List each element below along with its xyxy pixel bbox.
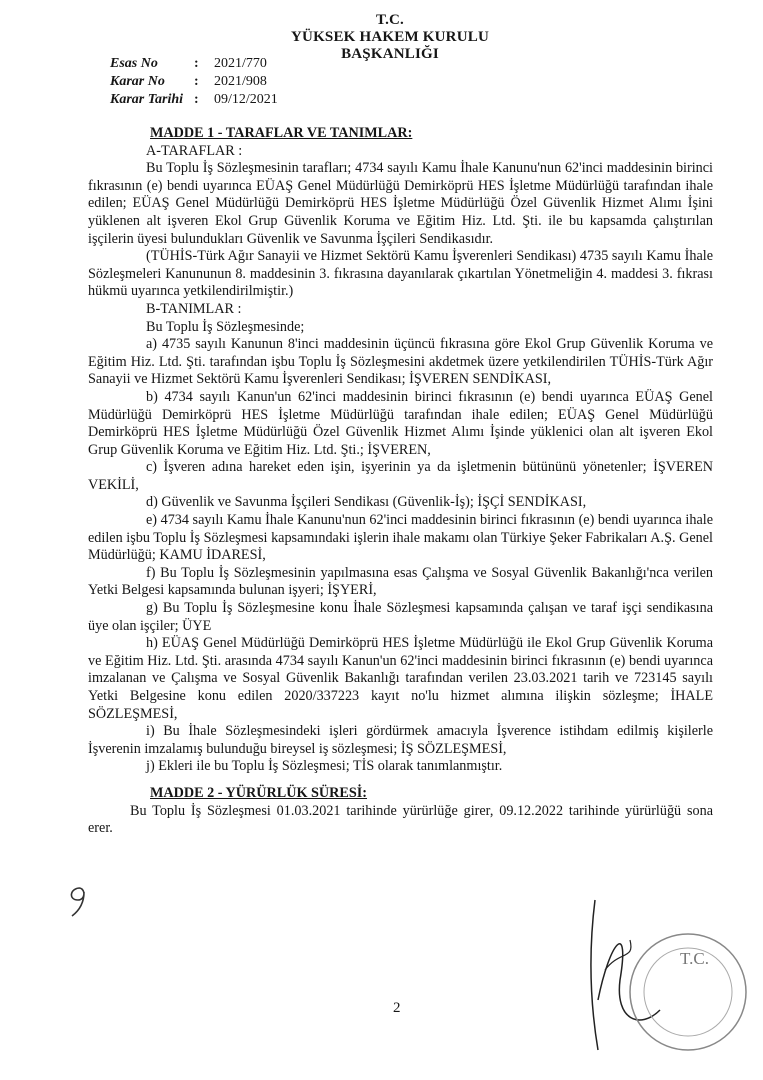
tarih-row (110, 91, 278, 109)
madde2-paragraph: Bu Toplu İş Sözleşmesi 01.03.2021 tarihinde yürürlüğe girer, 09.12.2022 tarihinde yürürlüğü sona erer. (88, 802, 713, 837)
header-line-tc: T.C. (375, 12, 405, 28)
definition-h: h) EÜAŞ Genel Müdürlüğü Demirköprü HES İşletme Müdürlüğü ile Ekol Grup Güvenlik Koruma ve Eğitim Hiz. Ltd. Şti. arasında 4734 sayılı Kanun'un 62'inci maddesinin birinci fıkrasının (e) bendi uyarınca imzalanan ve Çalışma ve Sosyal Güvenlik Bakanlığı tarafından verilen 23.03.2021 tarih ve 723145 sayılı Yetki Belgesine konu edilen 2020/337223 kayıt no'lu hizmet alımına ilişkin sözleşme; İHALE SÖZLEŞMESİ, (88, 635, 713, 722)
definition-j: j) Ekleri ile bu Toplu İş Sözleşmesi; TİS olarak tanımlanmıştır. (146, 758, 503, 775)
signature-stroke-1 (591, 900, 598, 1050)
definition-f: f) Bu Toplu İş Sözleşmesinin yapılmasına esas Çalışma ve Sosyal Güvenlik Bakanlığı'nca verilen Yetki Belgesi kapsamında bulunan işyeri; İŞYERİ, (88, 564, 713, 599)
definition-e: e) 4734 sayılı Kamu İhale Kanunu'nun 62'inci maddesinin birinci fıkrasının (e) bendi uyarınca ihale edilen işbu Toplu İş Sözleşmesi kapsamındaki işlerin ihale makamı olan Türkiye Şeker Fabrikaları A.Ş. Genel Müdürlüğü; KAMU İDARESİ, (88, 512, 713, 564)
header-line-court: YÜKSEK HAKEM KURULU (291, 29, 489, 45)
definition-i: i) Bu İhale Sözleşmesindeki işleri gördürmek amacıyla İşverence istihdam edilmiş kişilerle İşverenin imzalamış bulunduğu bireysel iş sözleşmesi; İŞ SÖZLEŞMESİ, (88, 723, 713, 757)
b-tanimlar-intro: Bu Toplu İş Sözleşmesinde; (146, 318, 305, 335)
case-meta (110, 55, 278, 109)
document-body (88, 125, 713, 838)
esas-row (110, 55, 278, 73)
definition-c: c) İşveren adına hareket eden işin, işyerinin ya da işletmenin bütününü yönetenler; İŞVEREN VEKİLİ, (88, 459, 713, 493)
official-stamp (560, 880, 750, 1070)
b-tanimlar-title: B-TANIMLAR : (146, 300, 242, 317)
signature-stroke-2 (598, 944, 660, 1020)
esas-label: Esas No (110, 56, 158, 71)
handwritten-mark (60, 880, 100, 920)
definition-a: a) 4735 sayılı Kanunun 8'inci maddesinin üçüncü fıkrasına göre Ekol Grup Güvenlik Koruma ve Eğitim Hiz. Ltd. Şti. tarafından işbu Toplu İş Sözleşmesini akdetmek üzere yetkilendirilen TÜHİS-Türk Ağır Sanayii ve Hizmet Sektörü Kamu İşverenleri Sendikası; İŞVEREN SENDİKASI, (88, 336, 713, 388)
madde1-title: MADDE 1 - TARAFLAR VE TANIMLAR: (150, 125, 413, 141)
definition-d: d) Güvenlik ve Savunma İşçileri Sendikası (Güvenlik-İş); İŞÇİ SENDİKASI, (146, 494, 587, 511)
karar-colon: : (194, 74, 199, 89)
madde2-title: MADDE 2 - YÜRÜRLÜK SÜRESİ: (150, 784, 368, 801)
karar-value: 2021/908 (214, 74, 267, 89)
tarih-label: Karar Tarihi (110, 92, 184, 107)
a-taraflar-title: A-TARAFLAR : (146, 142, 243, 159)
karar-label: Karar No (110, 74, 165, 89)
a-taraflar-paragraph-1: Bu Toplu İş Sözleşmesinin tarafları; 4734 sayılı Kamu İhale Kanunu'nun 62'inci maddesinin birinci fıkrasının (e) bendi uyarınca EÜAŞ Genel Müdürlüğü Demirköprü HES İşletme Müdürlüğü tarafından ihale edilen; EÜAŞ Genel Müdürlüğü Demirköprü HES İşletme Müdürlüğü Özel Güvenlik Hizmet Alımı İşini yüklenen alt işveren Ekol Grup Güvenlik Koruma ve Eğitim Hiz. Ltd. Şti. ile bu kapsamda çalıştırılan işçilerin üyesi bulundukları Güvenlik ve Savunma İşçileri Sendikasıdır. (88, 160, 713, 247)
definition-g: g) Bu Toplu İş Sözleşmesine konu İhale Sözleşmesi kapsamında çalışan ve taraf işçi sendikasına üye olan işçiler; ÜYE (88, 600, 713, 634)
stamp-text: T.C. (680, 949, 709, 968)
document-header (240, 12, 540, 63)
page-number: 2 (393, 1000, 401, 1016)
esas-value: 2021/770 (214, 56, 267, 71)
karar-row (110, 73, 278, 91)
header-line-presidency: BAŞKANLIĞI (341, 46, 439, 62)
a-taraflar-paragraph-2: (TÜHİS-Türk Ağır Sanayii ve Hizmet Sektörü Kamu İşverenleri Sendikası) 4735 sayılı Kamu İhale Sözleşmeleri Kanununun 8. maddesinin 3. fıkrasına dayanılarak çıkartılan Yönetmeliğin 4. maddesi 3. fıkrası hükmü uyarınca yetkilendirilmiştir.) (88, 248, 713, 300)
definition-b: b) 4734 sayılı Kanun'un 62'inci maddesinin birinci fıkrasının (e) bendi uyarınca EÜAŞ Genel Müdürlüğü Demirköprü HES İşletme Müdürlüğü tarafından ihale edilen; EÜAŞ Genel Müdürlüğü Demirköprü HES İşletme Müdürlüğü Özel Güvenlik Hizmet Alımı İşinde yüklenici olan alt işveren Ekol Grup Güvenlik Koruma ve Eğitim Hiz. Ltd. Şti.; İŞVEREN, (88, 388, 713, 458)
tarih-colon: : (194, 92, 199, 107)
tarih-value: 09/12/2021 (214, 92, 278, 107)
esas-colon: : (194, 56, 199, 71)
